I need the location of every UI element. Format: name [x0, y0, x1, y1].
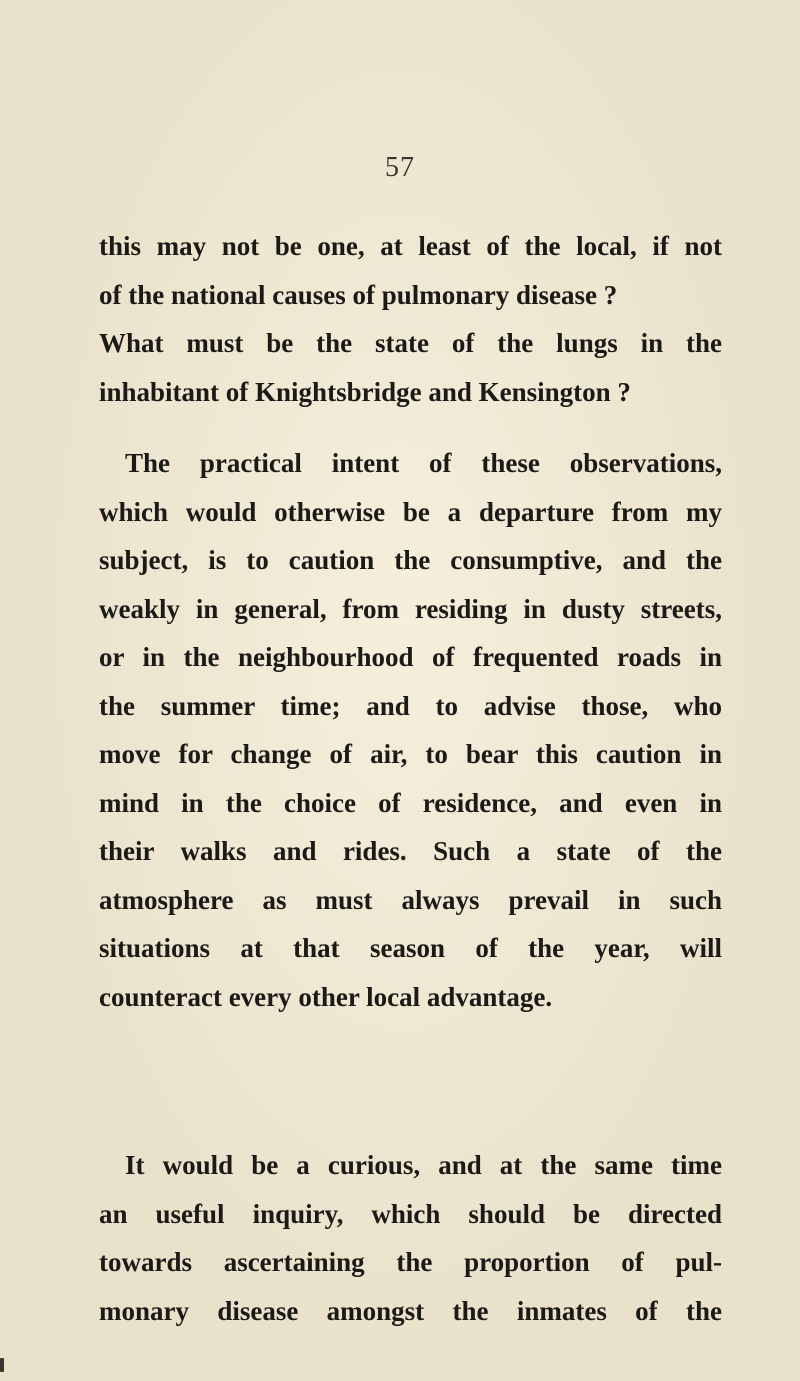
paragraph-3	[99, 1141, 722, 1335]
text-line: It would be a curious, and at the same time	[125, 1150, 722, 1180]
text-line: The practical intent of these observations,	[125, 448, 722, 478]
text-line: subject, is to caution the consumptive, and the	[99, 545, 722, 575]
text-line: atmosphere as must always prevail in such	[99, 884, 722, 915]
text-line: What must be the state of the lungs in the	[99, 328, 722, 358]
text-line: counteract every other local advantage.	[99, 981, 553, 1012]
text-line: towards ascertaining the proportion of pul-	[99, 1247, 722, 1277]
text-line: which would otherwise be a departure from my	[99, 496, 722, 527]
page-number: 57	[385, 152, 415, 183]
text-line: move for change of air, to bear this caution in	[99, 739, 722, 769]
paragraph-1	[99, 222, 722, 416]
text-line: this may not be one, at least of the local, if not	[99, 231, 722, 261]
margin-ink-mark	[0, 1358, 4, 1372]
text-line: an useful inquiry, which should be directed	[99, 1198, 722, 1229]
text-line: of the national causes of pulmonary disease ?	[99, 279, 618, 310]
text-line: situations at that season of the year, will	[99, 933, 722, 963]
text-line: their walks and rides. Such a state of the	[99, 836, 722, 866]
text-line: inhabitant of Knightsbridge and Kensington ?	[99, 376, 631, 407]
paragraph-2	[99, 439, 722, 1021]
text-line: the summer time; and to advise those, who	[99, 690, 722, 721]
text-line: mind in the choice of residence, and even in	[99, 787, 722, 818]
text-line: or in the neighbourhood of frequented roads in	[99, 642, 722, 672]
text-line: monary disease amongst the inmates of the	[99, 1295, 722, 1326]
text-line: weakly in general, from residing in dusty streets,	[99, 593, 722, 624]
